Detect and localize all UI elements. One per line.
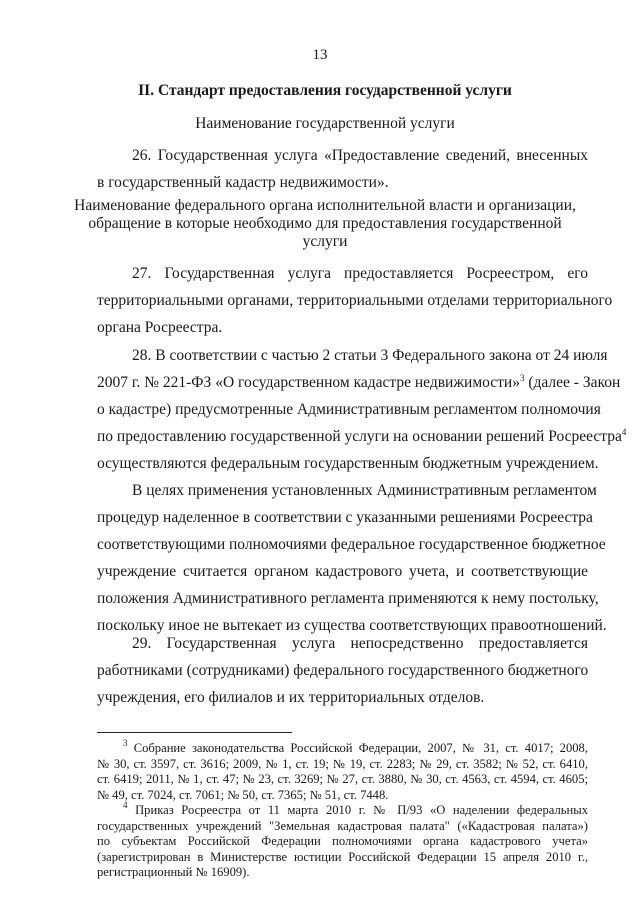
text-line: регистрационный № 16909). xyxy=(97,865,250,879)
text-line: 28. В соответствии с частью 2 статьи 3 Федерального закона от 24 июля xyxy=(132,347,608,364)
footnote-ref-3: 3 xyxy=(519,373,525,383)
paragraph-29 xyxy=(97,630,588,711)
text-line: процедур наделенное в соответствии с указанными решениями Росреестра xyxy=(97,509,593,526)
text-line: положения Административного регламента применяются к нему постольку, xyxy=(97,590,599,607)
text-segment: 2007 г. № 221-ФЗ «О государственном кадастре недвижимости» xyxy=(97,374,520,391)
text-segment: по предоставлению государственной услуги на основании решений Росреестра xyxy=(97,428,622,445)
text-line: В целях применения установленных Административным регламентом xyxy=(132,482,597,499)
text-line xyxy=(97,423,627,450)
subsection-title-service-name: Наименование государственной услуги xyxy=(195,115,455,132)
footnote-ref-4: 4 xyxy=(621,427,627,437)
footnote-separator xyxy=(97,732,292,733)
text-line: 26. Государственная услуга «Предоставление сведений, внесенных xyxy=(132,147,588,164)
heading-line: обращение в которые необходимо для предоставления государственной xyxy=(88,215,562,232)
heading-line: услуги xyxy=(302,233,348,250)
text-segment: Собрание законодательства Российской Федерации, 2007, № 31, ст. 4017; 2008, xyxy=(127,741,588,755)
paragraph-26 xyxy=(97,142,588,196)
text-line: № 30, ст. 3597, ст. 3616; 2009, № 1, ст. 19; № 19, ст. 2283; № 29, ст. 3582; № 52, ст. 6410, xyxy=(97,756,588,771)
footnote-4 xyxy=(97,800,588,881)
text-line: 29. Государственная услуга непосредственно предоставляется xyxy=(132,635,588,652)
paragraph-27 xyxy=(97,260,613,341)
text-line: учреждение считается органом кадастрового учета, и соответствующие xyxy=(97,563,588,580)
footnote-mark: 3 xyxy=(123,738,128,748)
text-line xyxy=(97,738,588,757)
text-line: в государственный кадастр недвижимости». xyxy=(97,174,389,191)
text-segment: Приказ Росреестра от 11 марта 2010 г. № П/93 «О наделении федеральных xyxy=(127,803,588,817)
paragraph-28 xyxy=(97,342,627,477)
paragraph-procedures xyxy=(97,477,607,639)
subsection-title-authority xyxy=(60,197,590,251)
text-line xyxy=(97,369,621,396)
footnote-3 xyxy=(97,738,588,803)
text-line: 27. Государственная услуга предоставляется Росреестром, его xyxy=(132,265,588,282)
section-title: II. Стандарт предоставления государственной услуги xyxy=(138,82,512,99)
text-line: (зарегистрирован в Министерстве юстиции Российской Федерации 15 апреля 2010 г., xyxy=(97,849,588,864)
text-line: соответствующими полномочиями федеральное государственное бюджетное xyxy=(97,536,606,553)
page-number: 13 xyxy=(312,47,328,63)
text-line: органа Росреестра. xyxy=(97,319,223,336)
text-line: по субъектам Российской Федерации полномочиями органа кадастрового учета» xyxy=(97,834,588,848)
text-line: ст. 6419; 2011, № 1, ст. 47; № 23, ст. 3269; № 27, ст. 3880, № 30, ст. 4563, ст. 4594, ст. 4605; xyxy=(97,772,588,786)
text-line: № 49, ст. 7024, ст. 7061; № 50, ст. 7365; № 51, ст. 7448. xyxy=(97,787,389,802)
footnote-mark: 4 xyxy=(123,800,128,810)
text-line: о кадастре) предусмотренные Административным регламентом полномочия xyxy=(97,401,601,418)
heading-line: Наименование федерального органа исполнительной власти и организации, xyxy=(74,197,576,214)
text-line: работниками (сотрудниками) федерального государственного бюджетного xyxy=(97,662,589,679)
text-segment: (далее - Закон xyxy=(524,374,621,391)
text-line: учреждения, его филиалов и их территориальных отделов. xyxy=(97,689,485,706)
text-line: государственных учреждений "Земельная кадастровая палата" («Кадастровая палата») xyxy=(97,818,588,833)
text-line: территориальными органами, территориальными отделами территориального xyxy=(97,292,613,309)
text-line xyxy=(97,800,588,819)
text-line: осуществляются федеральным государственным бюджетным учреждением. xyxy=(97,455,599,472)
text-line: поскольку иное не вытекает из существа соответствующих правоотношений. xyxy=(97,617,607,634)
